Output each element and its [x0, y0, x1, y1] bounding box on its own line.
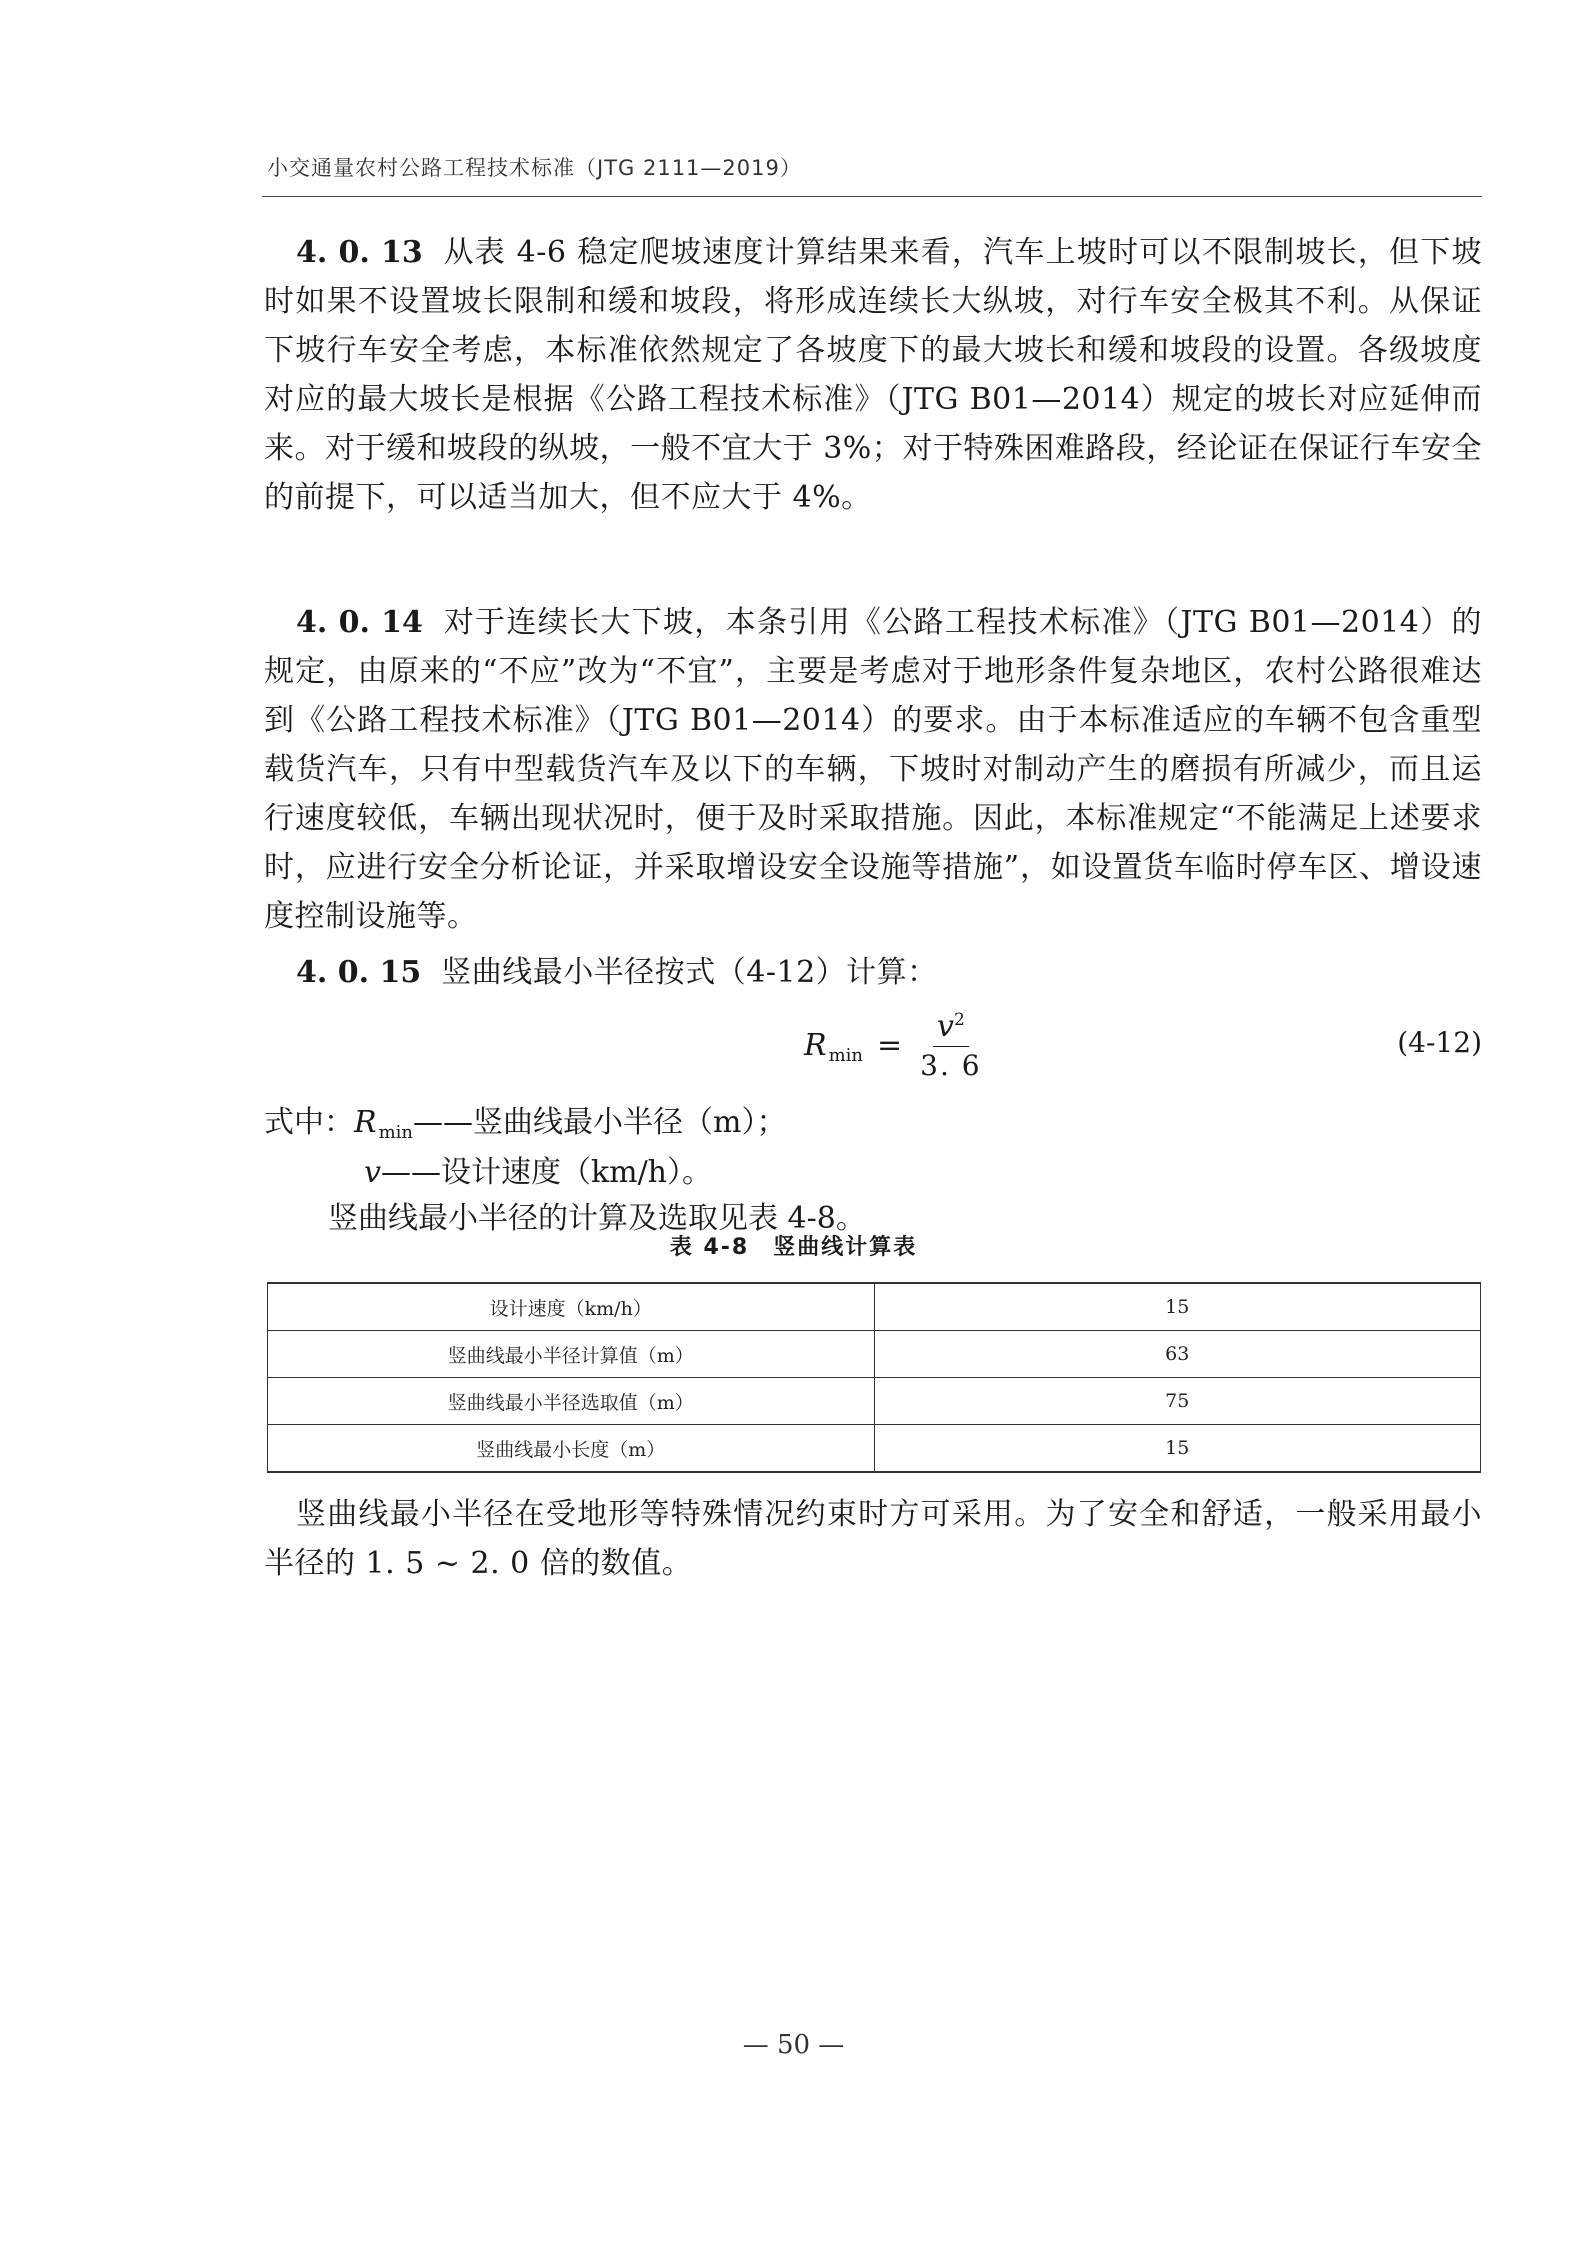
section-4-0-13 — [264, 228, 1482, 522]
table-row — [268, 1331, 1481, 1378]
variable-description: ——竖曲线最小半径（m）； — [413, 1105, 787, 1140]
variable-definitions — [264, 1100, 1482, 1242]
section-text: 竖曲线最小半径按式（4-12）计算： — [441, 955, 938, 990]
formula-block — [264, 1000, 1482, 1090]
definition-line — [264, 1150, 1482, 1196]
vertical-curve-table — [267, 1282, 1481, 1473]
closing-paragraph: 竖曲线最小半径在受地形等特殊情况约束时方可采用。为了安全和舒适，一般采用最小半径的 1. 5 ~ 2. 0 倍的数值。 — [264, 1497, 1482, 1581]
variable-symbol: v — [364, 1155, 381, 1190]
fraction-numerator: $v^2$ — [933, 1009, 969, 1047]
fraction — [920, 1009, 981, 1082]
row-value: 15 — [874, 1283, 1481, 1331]
table-intro: 竖曲线最小半径的计算及选取见表 4-8。 — [328, 1201, 866, 1236]
variable-description: ——设计速度（km/h）。 — [380, 1155, 713, 1190]
equation-number: (4-12) — [1397, 1026, 1482, 1059]
table-row — [268, 1378, 1481, 1425]
table-row — [268, 1283, 1481, 1331]
row-label: 竖曲线最小长度（m） — [268, 1425, 875, 1473]
variable-subscript: min — [378, 1122, 414, 1143]
page-number: — 50 — — [742, 2030, 845, 2060]
table-title: 表 4-8 竖曲线计算表 — [669, 1235, 918, 1260]
variable-symbol: R — [354, 1105, 377, 1140]
row-value: 75 — [874, 1378, 1481, 1425]
row-label: 设计速度（km/h） — [268, 1283, 875, 1331]
section-text: 从表 4-6 稳定爬坡速度计算结果来看，汽车上坡时可以不限制坡长，但下坡时如果不设置坡长限制和缓和坡段，将形成连续长大纵坡，对行车安全极其不利。从保证下坡行车安全考虑，本标准依然规定了各坡度下的最大坡长和缓和坡段的设置。各级坡度对应的最大坡长是根据《公路工程技术标准》（JTG B01—2014）规定的坡长对应延伸而来。对于缓和坡段的纵坡，一般不宜大于 3%；对于特殊困难路段，经论证在保证行车安全的前提下，可以适当加大，但不应大于 4%。 — [264, 235, 1482, 515]
formula — [804, 1000, 982, 1090]
formula-lhs: R — [804, 1027, 827, 1063]
section-4-0-14 — [264, 598, 1482, 941]
equals-sign: = — [877, 1027, 903, 1063]
section-number: 4. 0. 14 — [296, 605, 423, 640]
section-4-0-15 — [264, 948, 1482, 997]
table-row — [268, 1425, 1481, 1473]
row-value: 63 — [874, 1331, 1481, 1378]
fraction-denominator: 3. 6 — [920, 1048, 982, 1082]
section-text: 对于连续长大下坡，本条引用《公路工程技术标准》（JTG B01—2014）的规定，由原来的“不应”改为“不宜”，主要是考虑对于地形条件复杂地区，农村公路很难达到《公路工程技术标准》（JTG B01—2014）的要求。由于本标准适应的车辆不包含重型载货汽车，只有中型载货汽车及以下的车辆，下坡时对制动产生的磨损有所减少，而且运行速度较低，车辆出现状况时，便于及时采取措施。因此，本标准规定“不能满足上述要求时，应进行安全分析论证，并采取增设安全设施等措施”，如设置货车临时停车区、增设速度控制设施等。 — [264, 605, 1482, 934]
row-label: 竖曲线最小半径计算值（m） — [268, 1331, 875, 1378]
section-number: 4. 0. 13 — [296, 235, 423, 270]
section-number: 4. 0. 15 — [296, 955, 422, 990]
where-prefix: 式中： — [264, 1105, 354, 1140]
formula-lhs-subscript: min — [828, 1044, 864, 1066]
definition-line — [264, 1100, 1482, 1150]
row-label: 竖曲线最小半径选取值（m） — [268, 1378, 875, 1425]
running-header: 小交通量农村公路工程技术标准（JTG 2111—2019） — [267, 156, 802, 180]
row-value: 15 — [874, 1425, 1481, 1473]
header-rule — [262, 196, 1482, 197]
